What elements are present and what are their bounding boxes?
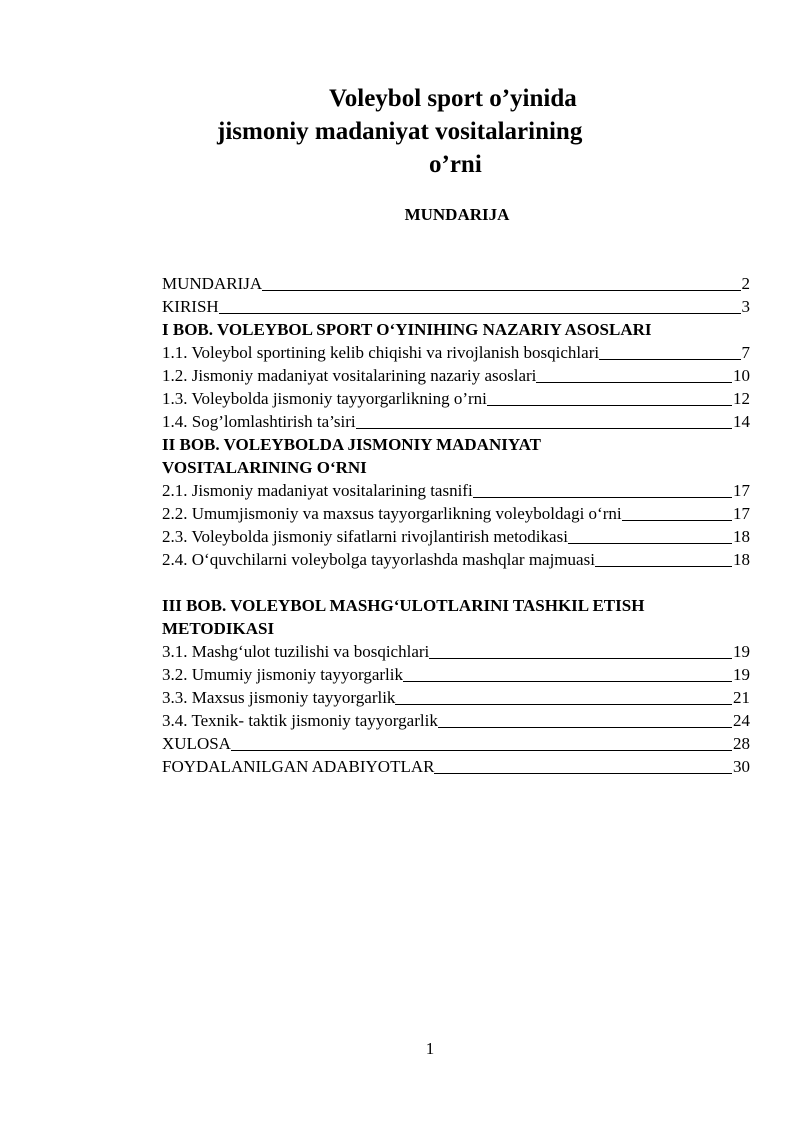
toc-entry-page: 14: [733, 412, 750, 431]
toc-entry-adabiyotlar: [162, 755, 762, 778]
toc-leader-line: [622, 520, 732, 521]
toc-entry-page: 21: [733, 688, 750, 707]
page-number: 1: [425, 1039, 435, 1058]
toc-entry-3-1: [162, 640, 762, 663]
toc-entry-label: XULOSA: [162, 734, 231, 753]
toc-entry-page: 10: [733, 366, 750, 385]
toc-chapter-2-title-line-1: II BOB. VOLEYBOLDA JISMONIY MADANIYAT: [162, 435, 541, 454]
toc-entry-page: 28: [733, 734, 750, 753]
toc-leader-line: [429, 658, 732, 659]
toc-entry-label: KIRISH: [162, 297, 219, 316]
toc-entry-page: 19: [733, 665, 750, 684]
toc-entry-label: 1.2. Jismoniy madaniyat vositalarining nazariy asoslari: [162, 366, 537, 385]
toc-entry-page: 7: [741, 343, 750, 362]
toc-entry-3-3: [162, 686, 762, 709]
toc-entry-label: 1.3. Voleybolda jismoniy tayyorgarlikning o’rni: [162, 389, 487, 408]
toc-leader-line: [403, 681, 732, 682]
toc-leader-line: [595, 566, 732, 567]
toc-entry-label: 3.1. Mashg‘ulot tuzilishi va bosqichlari: [162, 642, 430, 661]
toc-chapter-2-title-line-2: VOSITALARINING O‘RNI: [162, 458, 367, 477]
toc-entry-mundarija: [162, 272, 762, 295]
toc-entry-page: 12: [733, 389, 750, 408]
toc-entry-page: 19: [733, 642, 750, 661]
toc-entry-label: 3.2. Umumiy jismoniy tayyorgarlik: [162, 665, 403, 684]
toc-entry-kirish: [162, 295, 762, 318]
toc-leader-line: [536, 382, 732, 383]
toc-entry-page: 30: [733, 757, 750, 776]
toc-leader-line: [568, 543, 732, 544]
toc-leader-line: [434, 773, 732, 774]
toc-entry-label: 2.2. Umumjismoniy va maxsus tayyorgarlikning voleyboldagi o‘rni: [162, 504, 622, 523]
toc-entry-1-4: [162, 410, 762, 433]
toc-entry-1-2: [162, 364, 762, 387]
toc-leader-line: [395, 704, 732, 705]
toc-entry-page: 17: [733, 504, 750, 523]
toc-entry-1-3: [162, 387, 762, 410]
toc-entry-2-1: [162, 479, 762, 502]
toc-entry-page: 3: [741, 297, 750, 316]
toc-entry-page: 18: [733, 550, 750, 569]
toc-leader-line: [231, 750, 732, 751]
toc-entry-label: 1.1. Voleybol sportining kelib chiqishi va rivojlanish bosqichlari: [162, 343, 600, 362]
toc-spacer: [162, 571, 762, 594]
toc-entry-page: 24: [733, 711, 750, 730]
toc-entry-label: 2.1. Jismoniy madaniyat vositalarining tasnifi: [162, 481, 473, 500]
toc-leader-line: [599, 359, 740, 360]
toc-entry-2-2: [162, 502, 762, 525]
toc-entry-label: FOYDALANILGAN ADABIYOTLAR: [162, 757, 435, 776]
contents-heading: MUNDARIJA: [404, 205, 510, 224]
toc-entry-page: 2: [741, 274, 750, 293]
toc-entry-3-2: [162, 663, 762, 686]
toc-entry-xulosa: [162, 732, 762, 755]
toc-entry-label: 2.3. Voleybolda jismoniy sifatlarni rivojlantirish metodikasi: [162, 527, 568, 546]
toc-entry-label: 1.4. Sog’lomlashtirish ta’siri: [162, 412, 356, 431]
toc-entry-3-4: [162, 709, 762, 732]
toc-entry-label: 2.4. O‘quvchilarni voleybolga tayyorlashda mashqlar majmuasi: [162, 550, 595, 569]
toc-leader-line: [438, 727, 732, 728]
toc-leader-line: [356, 428, 732, 429]
toc-entry-label: MUNDARIJA: [162, 274, 263, 293]
toc-chapter-3-title-line-2: METODIKASI: [162, 619, 275, 638]
toc-entry-1-1: [162, 341, 762, 364]
toc-entry-label: 3.4. Texnik- taktik jismoniy tayyorgarlik: [162, 711, 438, 730]
toc-leader-line: [473, 497, 732, 498]
table-of-contents: [162, 272, 762, 778]
document-title-line-1: Voleybol sport o’yinida: [329, 85, 577, 112]
toc-chapter-3-title-line-1: III BOB. VOLEYBOL MASHG‘ULOTLARINI TASHKIL ETISH: [162, 596, 645, 615]
toc-entry-page: 17: [733, 481, 750, 500]
toc-leader-line: [262, 290, 740, 291]
toc-entry-label: 3.3. Maxsus jismoniy tayyorgarlik: [162, 688, 396, 707]
toc-leader-line: [487, 405, 732, 406]
document-title-line-3: o’rni: [429, 151, 482, 178]
toc-leader-line: [219, 313, 741, 314]
toc-entry-page: 18: [733, 527, 750, 546]
document-title-line-2: jismoniy madaniyat vositalarining: [217, 118, 583, 145]
toc-chapter-1-title: I BOB. VOLEYBOL SPORT O‘YINIНING NAZARIY ASOSLARI: [162, 320, 652, 339]
toc-entry-2-3: [162, 525, 762, 548]
toc-entry-2-4: [162, 548, 762, 571]
